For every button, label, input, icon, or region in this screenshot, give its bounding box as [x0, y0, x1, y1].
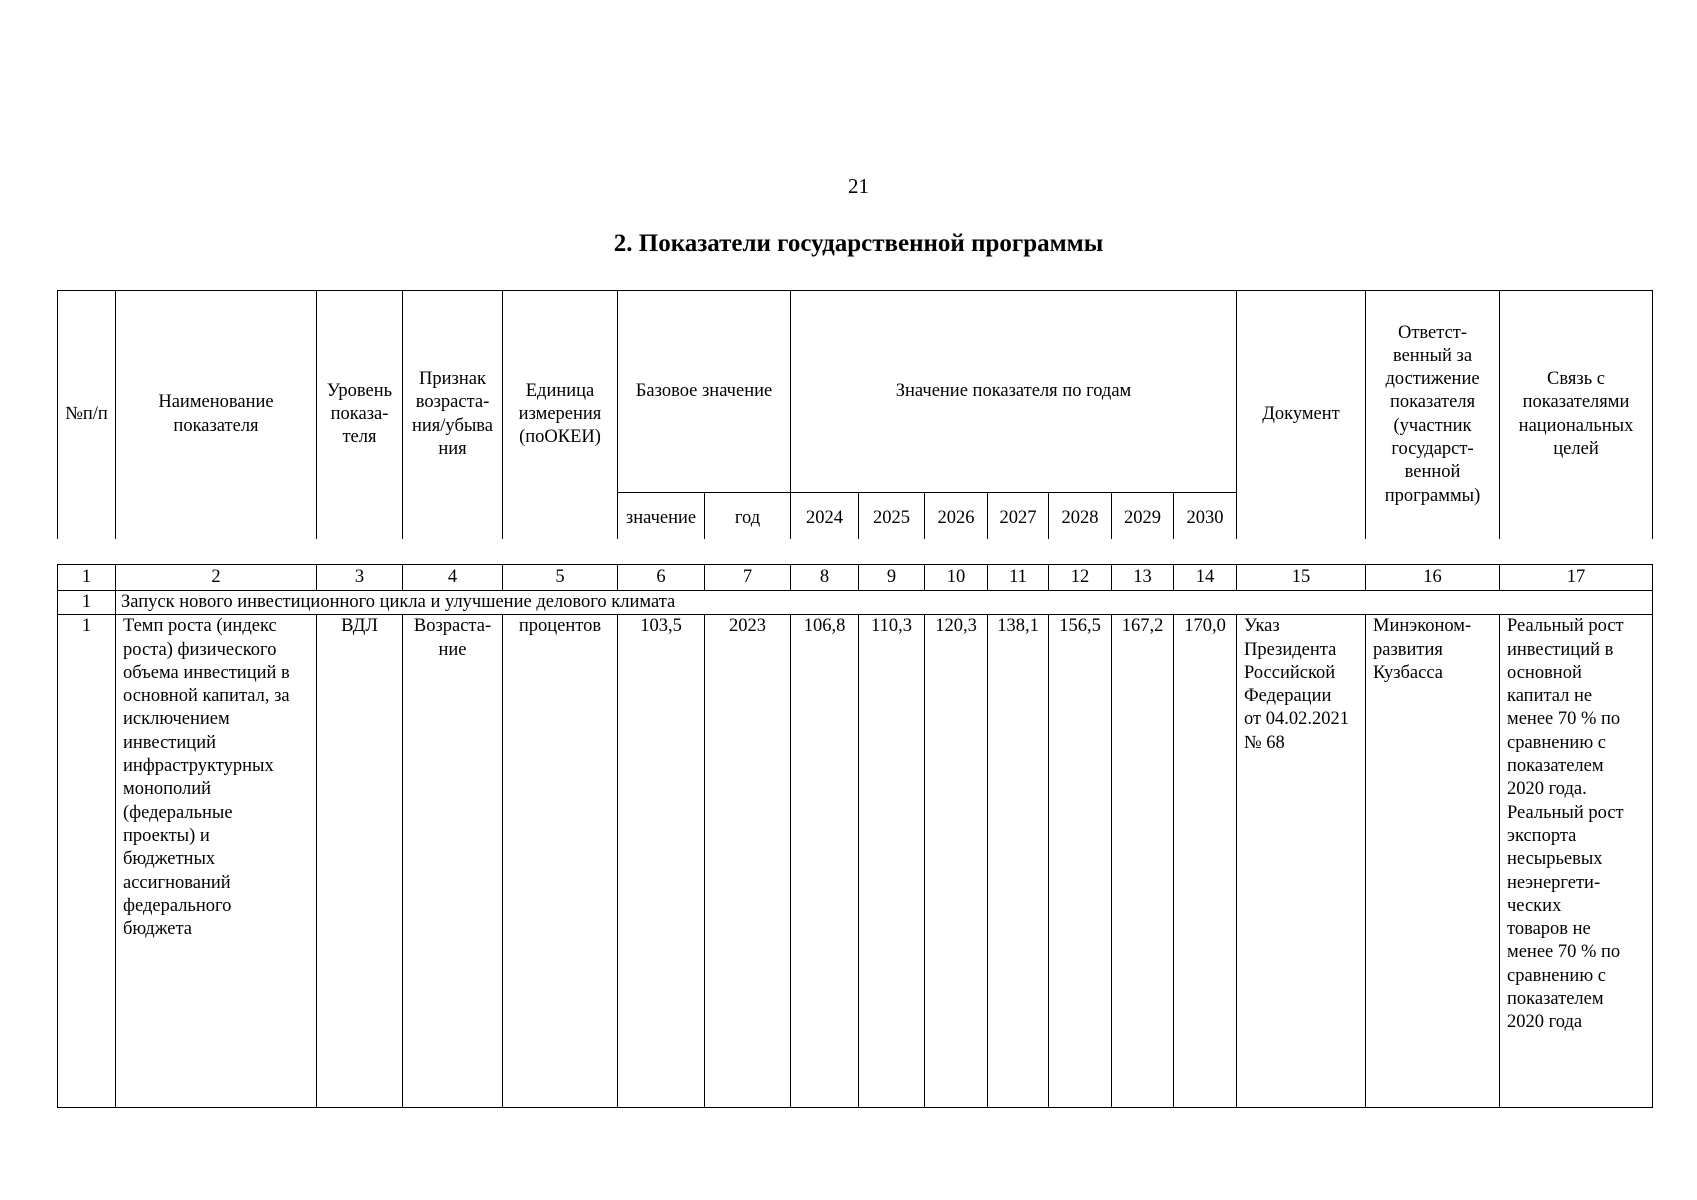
section-title: Запуск нового инвестиционного цикла и улучшение делового климата — [116, 591, 1653, 615]
header-name: Наименование показателя — [116, 291, 317, 539]
column-number: 5 — [503, 565, 618, 591]
header-national-goals: Связь с показателями национальных целей — [1500, 291, 1653, 539]
header-year: 2025 — [859, 493, 925, 539]
indicator-unit: процентов — [503, 615, 618, 1108]
column-number: 13 — [1112, 565, 1174, 591]
responsible-party: Минэконом- развития Кузбасса — [1366, 615, 1500, 1108]
national-goals-link: Реальный рост инвестиций в основной капитал не менее 70 % по сравнению с показателем 2020 года. Реальный рост экспорта несырьевых неэнергети- ческих товаров не менее 70 % по сравнению с показателем 2020 года — [1500, 615, 1653, 1108]
header-responsible: Ответст- венный за достижение показателя (участник государст- венной программы) — [1366, 291, 1500, 539]
year-value: 170,0 — [1174, 615, 1237, 1108]
header-level: Уровень показа- теля — [317, 291, 403, 539]
column-number: 16 — [1366, 565, 1500, 591]
column-number: 15 — [1237, 565, 1366, 591]
column-number: 10 — [925, 565, 988, 591]
year-value: 110,3 — [859, 615, 925, 1108]
header-year: 2030 — [1174, 493, 1237, 539]
header-base-year: год — [705, 493, 791, 539]
year-value: 138,1 — [988, 615, 1049, 1108]
indicators-table-header — [57, 290, 1653, 539]
column-number: 7 — [705, 565, 791, 591]
year-value: 106,8 — [791, 615, 859, 1108]
column-number: 1 — [58, 565, 116, 591]
column-number: 17 — [1500, 565, 1653, 591]
column-numbers-row — [58, 565, 1653, 591]
header-year: 2028 — [1049, 493, 1112, 539]
header-base-value: значение — [618, 493, 705, 539]
base-year: 2023 — [705, 615, 791, 1108]
column-number: 2 — [116, 565, 317, 591]
header-year: 2029 — [1112, 493, 1174, 539]
column-number: 8 — [791, 565, 859, 591]
year-value: 156,5 — [1049, 615, 1112, 1108]
header-unit: Единица измерения (поОКЕИ) — [503, 291, 618, 539]
indicator-name: Темп роста (индекс роста) физического объема инвестиций в основной капитал, за исключением инвестиций инфраструктурных монополий (федеральные проекты) и бюджетных ассигнований федерального бюджета — [116, 615, 317, 1108]
page-title: 2. Показатели государственной программы — [613, 230, 1104, 257]
column-number: 9 — [859, 565, 925, 591]
header-year: 2024 — [791, 493, 859, 539]
document-reference: Указ Президента Российской Федерации от 04.02.2021 № 68 — [1237, 615, 1366, 1108]
section-row — [58, 591, 1653, 615]
year-value: 167,2 — [1112, 615, 1174, 1108]
base-value: 103,5 — [618, 615, 705, 1108]
column-number: 14 — [1174, 565, 1237, 591]
header-year: 2026 — [925, 493, 988, 539]
column-number: 3 — [317, 565, 403, 591]
column-number: 6 — [618, 565, 705, 591]
column-number: 4 — [403, 565, 503, 591]
header-base: Базовое значение — [618, 291, 791, 493]
header-years: Значение показателя по годам — [791, 291, 1237, 493]
header-document: Документ — [1237, 291, 1366, 539]
header-sign: Признак возраста- ния/убыва ния — [403, 291, 503, 539]
header-year: 2027 — [988, 493, 1049, 539]
indicator-sign: Возраста- ние — [403, 615, 503, 1108]
year-value: 120,3 — [925, 615, 988, 1108]
indicators-table-body — [57, 564, 1653, 1108]
header-num: №п/п — [58, 291, 116, 539]
row-number: 1 — [58, 615, 116, 1108]
column-number: 12 — [1049, 565, 1112, 591]
column-number: 11 — [988, 565, 1049, 591]
indicator-level: ВДЛ — [317, 615, 403, 1108]
section-number: 1 — [58, 591, 116, 615]
table-row — [58, 615, 1653, 1108]
page-number: 21 — [848, 174, 869, 198]
